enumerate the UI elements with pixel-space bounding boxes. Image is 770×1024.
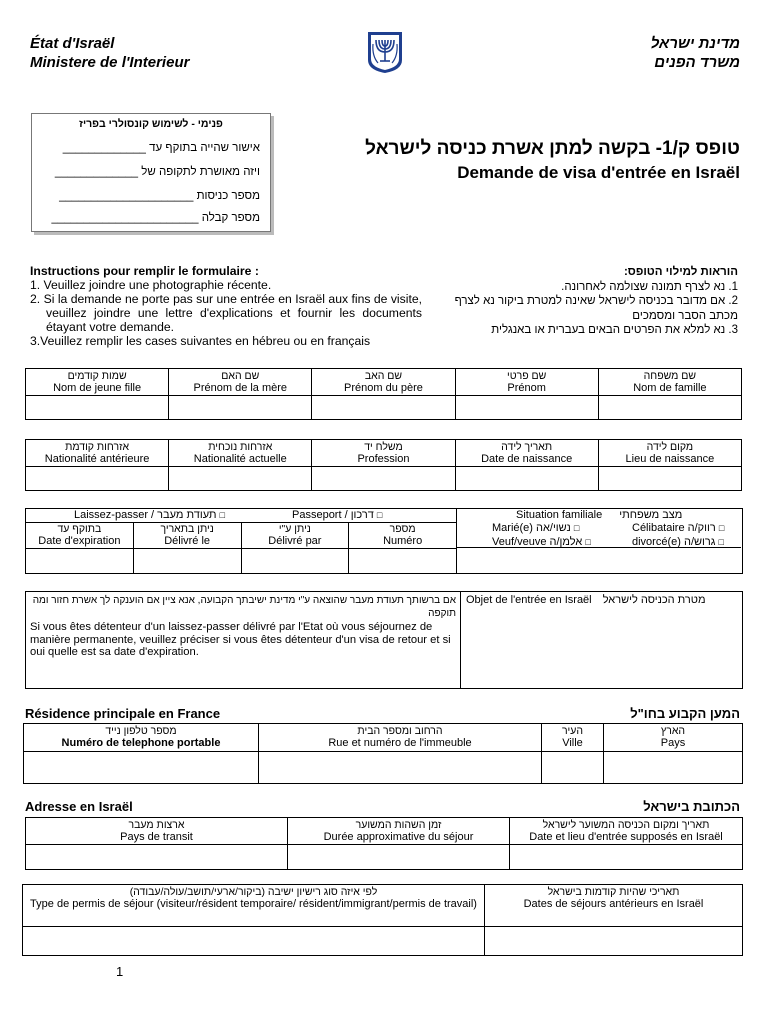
instructions-fr bbox=[30, 264, 422, 348]
israel-address-title-he: הכתובת בישראל bbox=[643, 799, 740, 814]
married-option[interactable] bbox=[492, 522, 579, 534]
header-cell bbox=[241, 522, 349, 549]
situation-fr: Situation familiale bbox=[516, 509, 603, 521]
consular-line: מספר קבלה _______________________ bbox=[51, 212, 260, 224]
widowed-he: אלמן/ה bbox=[549, 536, 583, 548]
instructions-heading-he: הוראות למילוי הטופס: bbox=[623, 266, 738, 278]
previous-nationality-field[interactable] bbox=[26, 467, 169, 491]
header-cell bbox=[542, 724, 604, 752]
header-cell bbox=[288, 818, 510, 845]
document-number-field[interactable] bbox=[349, 549, 457, 574]
passport-table bbox=[25, 522, 457, 574]
laissez-passer-he: תעודת מעבר bbox=[157, 509, 217, 521]
label-he: מקום לידה bbox=[646, 441, 694, 453]
label-fr: Pays de transit bbox=[120, 831, 193, 843]
purpose-field[interactable] bbox=[462, 610, 740, 686]
header-cell bbox=[26, 818, 288, 845]
page-number: 1 bbox=[116, 964, 124, 979]
label-he: שם פרטי bbox=[507, 370, 547, 382]
checkbox-icon[interactable]: □ bbox=[718, 537, 724, 547]
instruction-item: 3.Veuillez remplir les cases suivantes en hébreu ou en français bbox=[30, 334, 371, 348]
consular-line: ויזה מאושרת לתקופה של _____________ bbox=[54, 166, 260, 178]
checkbox-icon[interactable]: □ bbox=[376, 510, 383, 520]
header-cell bbox=[133, 522, 241, 549]
label-he: שם משפחה bbox=[643, 370, 697, 382]
header-cell bbox=[349, 522, 457, 549]
label-he: שמות קודמים bbox=[67, 370, 127, 382]
israel-address-title-fr: Adresse en Israël bbox=[25, 799, 133, 814]
current-nationality-field[interactable] bbox=[169, 467, 312, 491]
header-cell bbox=[259, 724, 542, 752]
menorah-emblem-icon bbox=[364, 30, 406, 74]
header-cell bbox=[510, 818, 743, 845]
permits-table bbox=[22, 884, 743, 956]
header-cell bbox=[26, 522, 134, 549]
label-fr: Numéro de telephone portable bbox=[61, 737, 221, 749]
header-cell bbox=[455, 440, 598, 467]
permit-type-field[interactable] bbox=[23, 927, 485, 956]
family-status-field[interactable] bbox=[456, 547, 741, 573]
instruction-item-he: 2. אם מדובר בכניסה לישראל שאינה למטרת ביקור נא לצרף מכתב הסבר ומסמכים bbox=[454, 295, 738, 322]
label-he: ארצות מעבר bbox=[128, 819, 185, 831]
header-cell bbox=[169, 369, 312, 396]
label-fr: Date et lieu d'entrée supposés en Israël bbox=[529, 831, 723, 843]
mobile-phone-field[interactable] bbox=[24, 752, 259, 784]
header-cell bbox=[24, 724, 259, 752]
family-status-heading bbox=[516, 509, 682, 521]
previous-stays-field[interactable] bbox=[485, 927, 743, 956]
label-fr: Pays bbox=[660, 737, 686, 749]
header-cell bbox=[598, 440, 741, 467]
country-field[interactable] bbox=[604, 752, 743, 784]
israel-address-table bbox=[25, 817, 743, 870]
header-cell bbox=[312, 440, 455, 467]
instructions-heading: Instructions pour remplir le formulaire : bbox=[30, 264, 259, 278]
mother-name-field[interactable] bbox=[169, 396, 312, 420]
consular-line: מספר כניסות _____________________ bbox=[59, 190, 260, 202]
label-fr: Nom de jeune fille bbox=[53, 382, 142, 394]
label-fr: Numéro bbox=[383, 535, 423, 547]
married-he: נשוי/אה bbox=[536, 522, 571, 534]
header-cell bbox=[169, 440, 312, 467]
header-cell bbox=[23, 885, 485, 927]
single-he: רווק/ה bbox=[687, 522, 716, 534]
label-fr: Délivré le bbox=[164, 535, 211, 547]
header-cell bbox=[604, 724, 743, 752]
passport-he: דרכון bbox=[350, 509, 374, 521]
label-fr: Délivré par bbox=[268, 535, 322, 547]
header-cell bbox=[598, 369, 741, 396]
label-fr: Prénom bbox=[507, 382, 546, 394]
header-cell bbox=[312, 369, 455, 396]
expiry-date-field[interactable] bbox=[26, 549, 134, 574]
city-field[interactable] bbox=[542, 752, 604, 784]
form-title-fr: Demande de visa d'entrée en Israël bbox=[457, 163, 740, 182]
father-name-field[interactable] bbox=[312, 396, 455, 420]
last-name-field[interactable] bbox=[598, 396, 741, 420]
state-name-fr: État d'Israël bbox=[30, 35, 115, 52]
issue-date-field[interactable] bbox=[133, 549, 241, 574]
consular-line: אישור שהייה בתוקף עד _____________ bbox=[62, 142, 260, 154]
label-fr: Rue et numéro de l'immeuble bbox=[328, 737, 472, 749]
laissez-passer-question-he: אם ברשותך תעודת מעבר שהוצאה ע"י מדינת ישיבתך הקבועה, אנא ציין אם הוענקה לך אשרת חזור ומה תוקפה bbox=[32, 595, 456, 619]
label-he: מספר טלפון נייד bbox=[105, 725, 177, 737]
header-cell bbox=[26, 369, 169, 396]
label-he: ניתן בתאריך bbox=[160, 523, 214, 535]
label-he: תאריכי שהיות קודמות בישראל bbox=[547, 886, 680, 898]
label-fr: Type de permis de séjour (visiteur/résident temporaire/ résident/immigrant/permis de travail) bbox=[30, 898, 477, 910]
widowed-fr: Veuf/veuve bbox=[492, 536, 547, 548]
laissez-passer-answer-field[interactable] bbox=[26, 656, 460, 688]
label-fr: Profession bbox=[357, 453, 410, 465]
birth-date-field[interactable] bbox=[455, 467, 598, 491]
checkbox-icon[interactable]: □ bbox=[573, 523, 580, 533]
instruction-item: 2. Si la demande ne porte pas sur une entrée en Israël aux fins de visite, veuillez joindre une lettre d'explications et fournir les documents étayant votre demande. bbox=[30, 292, 422, 334]
passport-label: Passeport / דרכון □ bbox=[292, 509, 383, 521]
label-fr: Durée approximative du séjour bbox=[323, 831, 474, 843]
residence-title-fr: Résidence principale en France bbox=[25, 706, 221, 721]
label-he: זמן השהות המשוער bbox=[355, 819, 442, 831]
divider bbox=[456, 509, 457, 572]
instructions-he bbox=[438, 265, 738, 338]
situation-he: מצב משפחתי bbox=[619, 509, 683, 521]
label-he: משלח יד bbox=[364, 441, 403, 453]
single-fr: Célibataire bbox=[632, 522, 685, 534]
label-fr: Prénom de la mère bbox=[193, 382, 288, 394]
laissez-passer-purpose-box bbox=[25, 591, 743, 689]
header-cell bbox=[485, 885, 743, 927]
label-he: שם האם bbox=[221, 370, 260, 382]
consular-use-box bbox=[31, 113, 271, 232]
label-he: הארץ bbox=[660, 725, 686, 737]
label-fr: Nationalité actuelle bbox=[193, 453, 287, 465]
label-he: העיר bbox=[561, 725, 584, 737]
checkbox-icon[interactable]: □ bbox=[219, 510, 226, 520]
first-name-field[interactable] bbox=[455, 396, 598, 420]
instruction-item: 1. Veuillez joindre une photographie récente. bbox=[30, 278, 272, 292]
passport-status-box bbox=[25, 508, 743, 574]
laissez-passer-label: Laissez-passer / תעודת מעבר □ bbox=[74, 509, 226, 521]
label-he: תאריך לידה bbox=[501, 441, 553, 453]
profession-field[interactable] bbox=[312, 467, 455, 491]
label-fr: Dates de séjours antérieurs en Israël bbox=[523, 898, 704, 910]
residence-table bbox=[23, 723, 743, 784]
passport-fr: Passeport bbox=[292, 509, 342, 521]
ministry-name-fr: Ministere de l'Interieur bbox=[30, 54, 190, 71]
transit-countries-field[interactable] bbox=[26, 845, 288, 870]
label-he: תאריך ומקום הכניסה המשוער לישראל bbox=[542, 819, 710, 831]
label-fr: Date d'expiration bbox=[38, 535, 121, 547]
stay-duration-field[interactable] bbox=[288, 845, 510, 870]
purpose-he: מטרת הכניסה לישראל bbox=[602, 594, 706, 606]
label-fr: Prénom du père bbox=[344, 382, 423, 394]
entry-date-place-field[interactable] bbox=[510, 845, 743, 870]
names-table bbox=[25, 368, 742, 420]
form-title-he: טופס ק/1- בקשה למתן אשרת כניסה לישראל bbox=[365, 138, 740, 159]
label-he: אזרחות נוכחית bbox=[208, 441, 273, 453]
divorced-he: גרוש/ה bbox=[683, 536, 716, 548]
instruction-item-he: 3. נא למלא את הפרטים הבאים בעברית או באנגלית bbox=[491, 324, 738, 336]
street-field[interactable] bbox=[259, 752, 542, 784]
label-fr: Date de naissance bbox=[481, 453, 573, 465]
state-name-he: מדינת ישראל bbox=[650, 35, 740, 52]
label-he: אזרחות קודמת bbox=[65, 441, 130, 453]
married-fr: Marié(e) bbox=[492, 522, 533, 534]
label-he: בתוקף עד bbox=[57, 523, 102, 535]
label-fr: Nationalité antérieure bbox=[44, 453, 150, 465]
laissez-passer-question-fr: Si vous êtes détenteur d'un laissez-passer délivré par l'Etat où vous séjournez de manière permanente, veuillez préciser si vous êtes détenteur d'un visa de retour et si oui quelle est sa date d'expiration. bbox=[30, 621, 451, 658]
document-type-row bbox=[26, 509, 456, 523]
issued-by-field[interactable] bbox=[241, 549, 349, 574]
label-he: לפי איזה סוג רישיון ישיבה (ביקור/ארעי/תושב/עולה/עבודה) bbox=[129, 886, 378, 898]
label-he: שם האב bbox=[364, 370, 403, 382]
label-fr: Lieu de naissance bbox=[625, 453, 715, 465]
residence-title-he: המען הקבוע בחו"ל bbox=[630, 706, 740, 721]
divorced-fr: divorcé(e) bbox=[632, 536, 681, 548]
header-cell bbox=[455, 369, 598, 396]
checkbox-icon[interactable]: □ bbox=[585, 537, 591, 547]
laissez-passer-fr: Laissez-passer bbox=[74, 509, 148, 521]
family-status-area bbox=[456, 509, 741, 572]
label-he: מספר bbox=[389, 523, 416, 535]
label-he: ניתן ע"י bbox=[278, 523, 311, 535]
label-fr: Nom de famille bbox=[633, 382, 707, 394]
purpose-label bbox=[466, 594, 706, 606]
header-cell bbox=[26, 440, 169, 467]
purpose-fr: Objet de l'entrée en Israël bbox=[466, 594, 592, 606]
single-option[interactable] bbox=[632, 522, 724, 534]
consular-box-title: פנימי - לשימוש קונסולרי בפריז bbox=[79, 118, 223, 130]
instruction-item-he: 1. נא לצרף תמונה שצולמה לאחרונה. bbox=[561, 280, 738, 293]
ministry-name-he: משרד הפנים bbox=[654, 54, 740, 71]
maiden-name-field[interactable] bbox=[26, 396, 169, 420]
label-fr: Ville bbox=[562, 737, 583, 749]
label-he: הרחוב ומספר הבית bbox=[357, 725, 443, 737]
birth-place-field[interactable] bbox=[598, 467, 741, 491]
birth-table bbox=[25, 439, 742, 491]
checkbox-icon[interactable]: □ bbox=[718, 523, 725, 533]
